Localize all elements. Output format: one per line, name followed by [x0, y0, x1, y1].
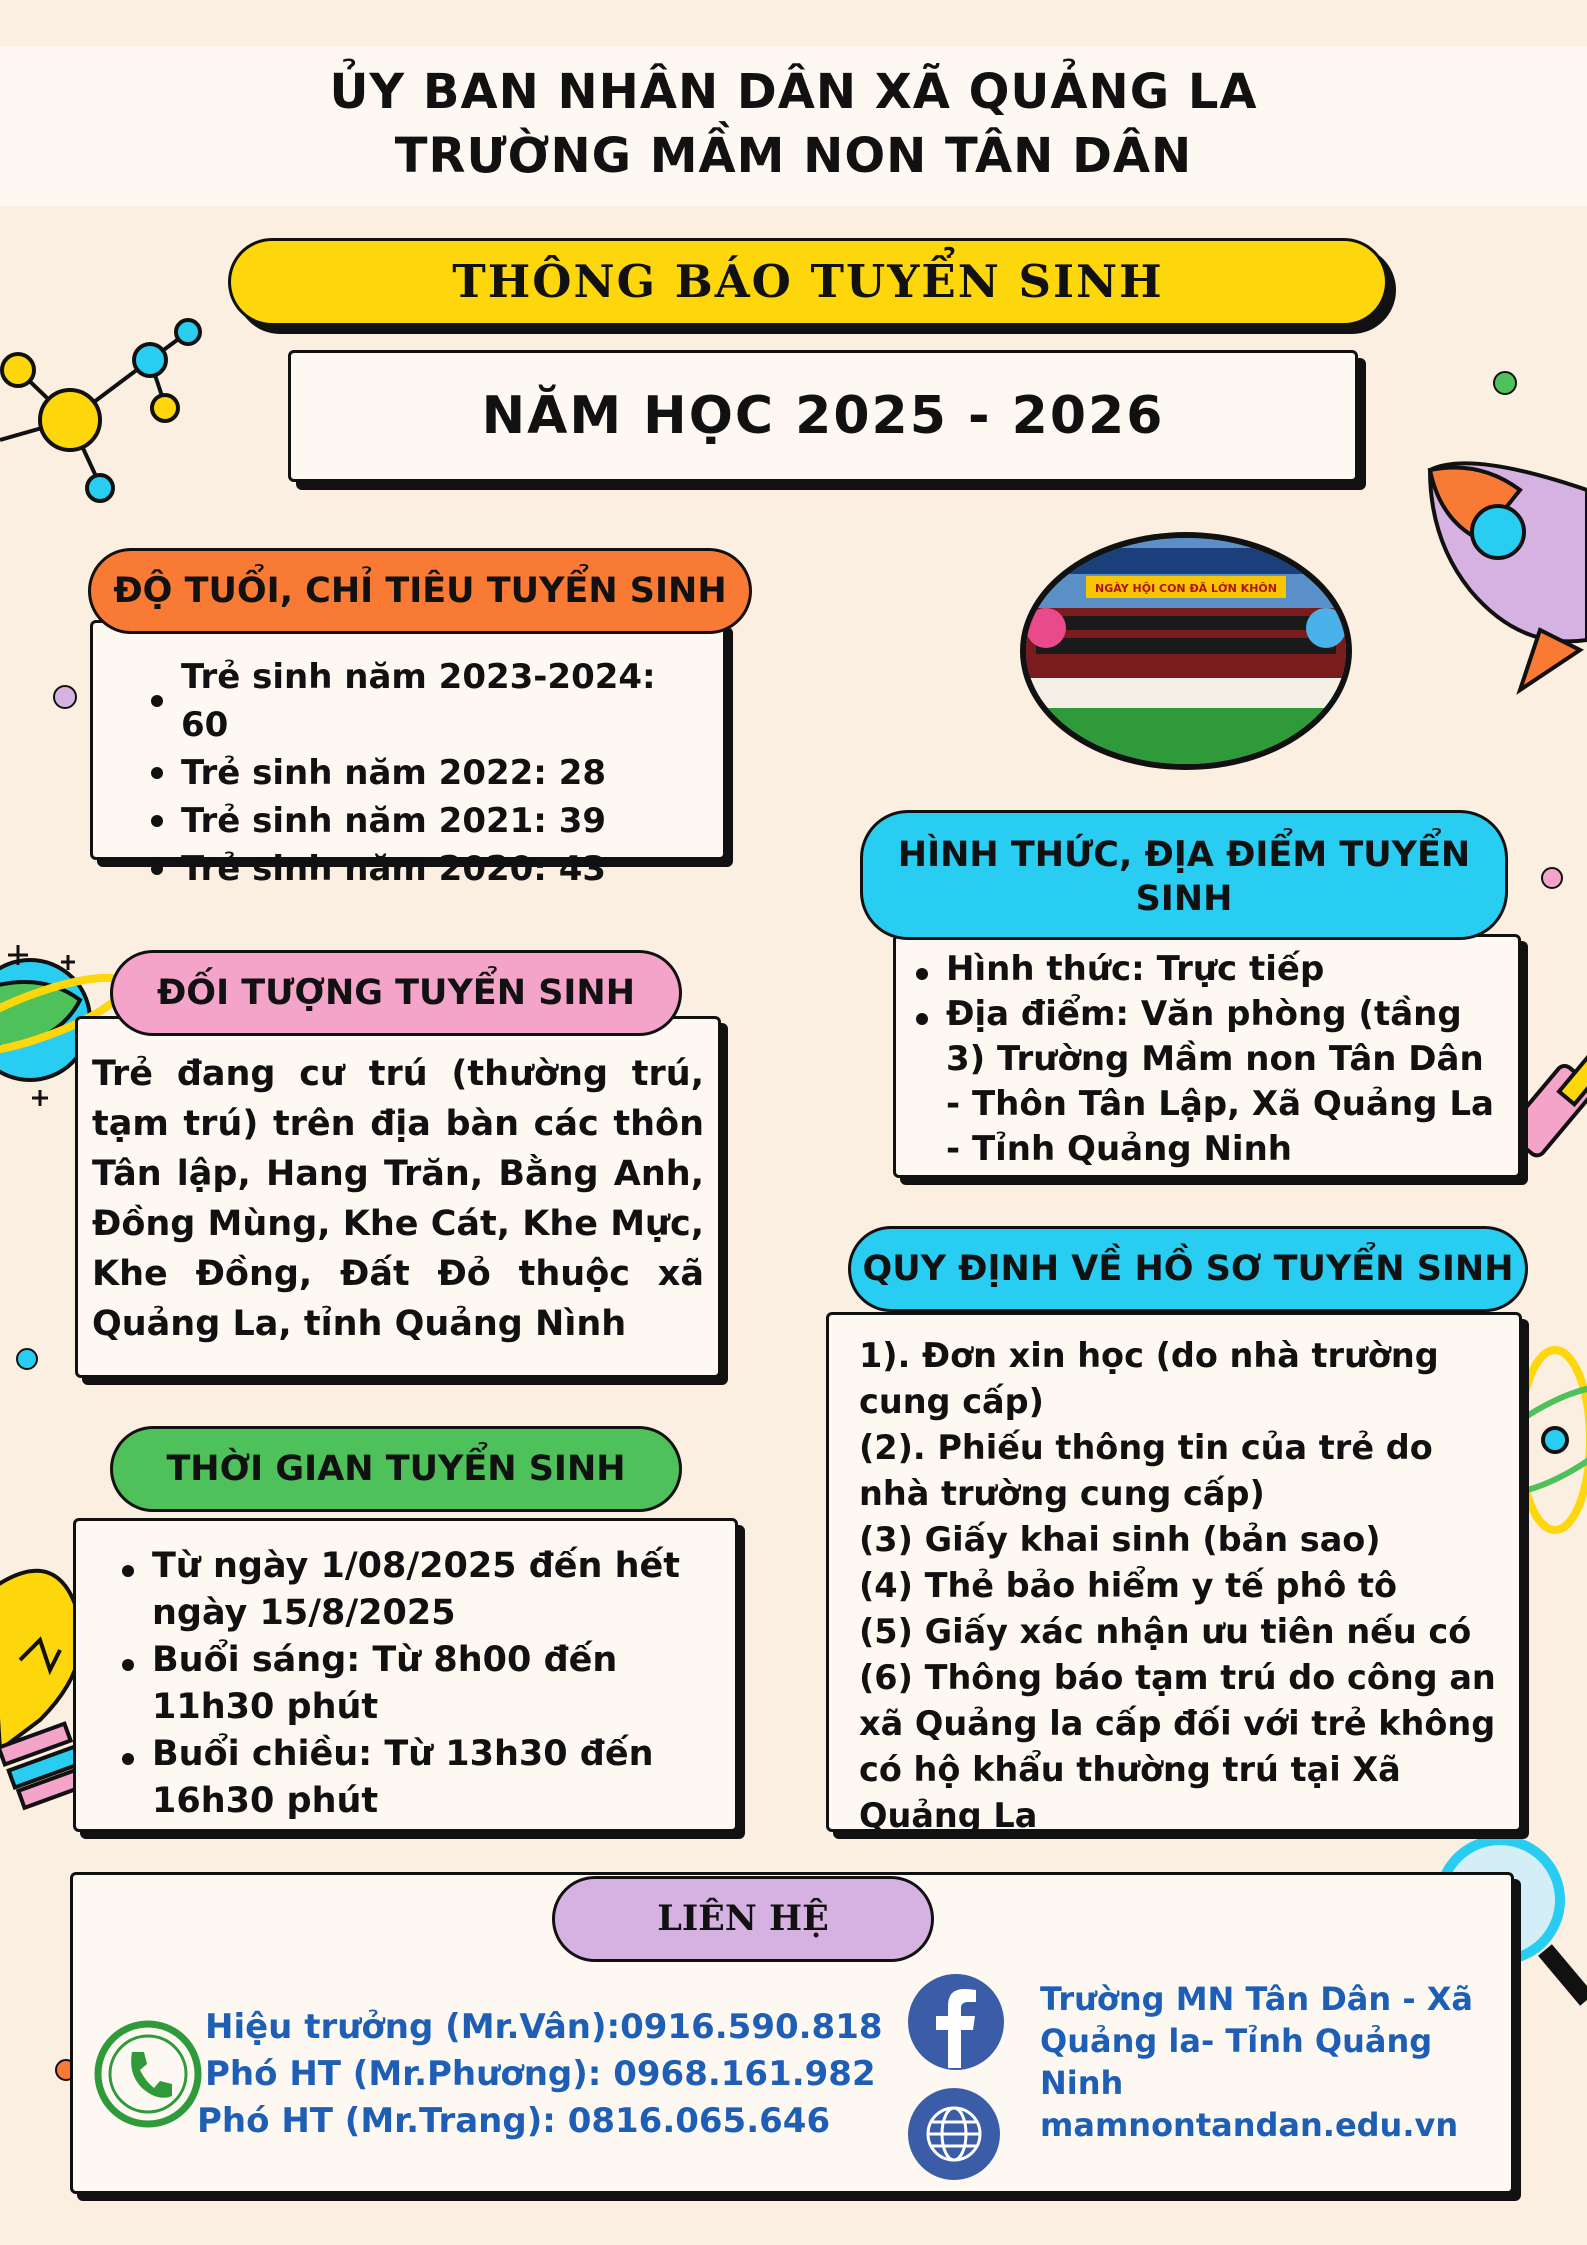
age-quota-card [90, 620, 726, 889]
list-item: Trẻ sinh năm 2023-2024: 60 [145, 653, 703, 749]
phone-list [197, 2004, 883, 2145]
rocket-icon [1430, 463, 1587, 690]
list-item: Trẻ sinh năm 2022: 28 [145, 749, 703, 797]
list-item: 1). Đơn xin học (do nhà trường cung cấp) [859, 1336, 1439, 1421]
list-item: Hình thức: Trực tiếp [910, 947, 1508, 992]
dot [1494, 372, 1516, 394]
target-card [75, 1016, 721, 1378]
dot [54, 686, 76, 708]
list-item: Trẻ sinh năm 2021: 39 [145, 797, 703, 845]
form-location-card [893, 934, 1521, 1178]
molecule-icon [0, 320, 200, 501]
globe-icon[interactable] [906, 2086, 1002, 2182]
header [0, 46, 1587, 206]
facebook-icon[interactable] [906, 1972, 1006, 2072]
list-item: Trẻ sinh năm 2020: 43 [145, 845, 703, 893]
lightbulb-icon [0, 1571, 82, 1808]
time-heading: THỜI GIAN TUYỂN SINH [110, 1426, 682, 1512]
target-text: Trẻ đang cư trú (thường trú, tạm trú) trên địa bàn các thôn Tân lập, Hang Trăn, Bằng Anh, Đồng Mùng, Khe Cát, Khe Mực, Khe Đồng, Đất Đỏ thuộc xã Quảng La, tỉnh Quảng Nình [92, 1054, 704, 1344]
dot [1542, 868, 1562, 888]
page-title: THÔNG BÁO TUYỂN SINH [228, 238, 1388, 326]
website-link[interactable]: mamnontandan.edu.vn [1040, 2106, 1459, 2144]
list-item: (3) Giấy khai sinh (bản sao) [859, 1520, 1381, 1559]
school-name: TRƯỜNG MẦM NON TÂN DÂN [394, 128, 1193, 184]
list-item: Địa điểm: Văn phòng (tầng 3) Trường Mầm non Tân Dân - Thôn Tân Lập, Xã Quảng La - Tỉnh Quảng Ninh [910, 992, 1508, 1172]
list-item: (6) Thông báo tạm trú do công an xã Quảng la cấp đối với trẻ không có hộ khẩu thường trú tại Xã Quảng La [859, 1658, 1496, 1835]
time-card [73, 1518, 738, 1832]
school-year: NĂM HỌC 2025 - 2026 [288, 350, 1358, 482]
phone-icon [92, 2018, 204, 2130]
list-item: (5) Giấy xác nhận ưu tiên nếu có [859, 1612, 1472, 1651]
list-item: Buổi sáng: Từ 8h00 đến 11h30 phút [116, 1637, 725, 1731]
list-item: Từ ngày 1/08/2025 đến hết ngày 15/8/2025 [116, 1543, 725, 1637]
phone-vice-1[interactable]: Phó HT (Mr.Phương): 0968.161.982 [205, 2054, 876, 2094]
documents-card [826, 1312, 1522, 1835]
photo-banner: NGÀY HỘI CON ĐÃ LỚN KHÔN [1095, 582, 1277, 595]
list-item: (2). Phiếu thông tin của trẻ do nhà trường cung cấp) [859, 1428, 1433, 1513]
target-heading: ĐỐI TƯỢNG TUYỂN SINH [110, 950, 682, 1036]
committee-name: ỦY BAN NHÂN DÂN XÃ QUẢNG LA [329, 64, 1258, 120]
phone-principal[interactable]: Hiệu trưởng (Mr.Vân):0916.590.818 [205, 2007, 883, 2047]
list-item: Buổi chiều: Từ 13h30 đến 16h30 phút [116, 1731, 725, 1825]
age-quota-heading: ĐỘ TUỔI, CHỈ TIÊU TUYỂN SINH [88, 548, 752, 634]
dot [17, 1349, 37, 1369]
documents-heading: QUY ĐỊNH VỀ HỒ SƠ TUYỂN SINH [848, 1226, 1528, 1312]
facebook-page-name[interactable]: Trường MN Tân Dân - Xã Quảng la- Tỉnh Quảng Ninh [1040, 1980, 1473, 2102]
list-item: (4) Thẻ bảo hiểm y tế phô tô [859, 1566, 1397, 1605]
class-photo [1020, 532, 1352, 770]
phone-vice-2[interactable]: Phó HT (Mr.Trang): 0816.065.646 [197, 2101, 831, 2141]
form-location-heading: HÌNH THỨC, ĐỊA ĐIỂM TUYỂN SINH [860, 810, 1508, 940]
contact-heading: LIÊN HỆ [552, 1876, 934, 1962]
